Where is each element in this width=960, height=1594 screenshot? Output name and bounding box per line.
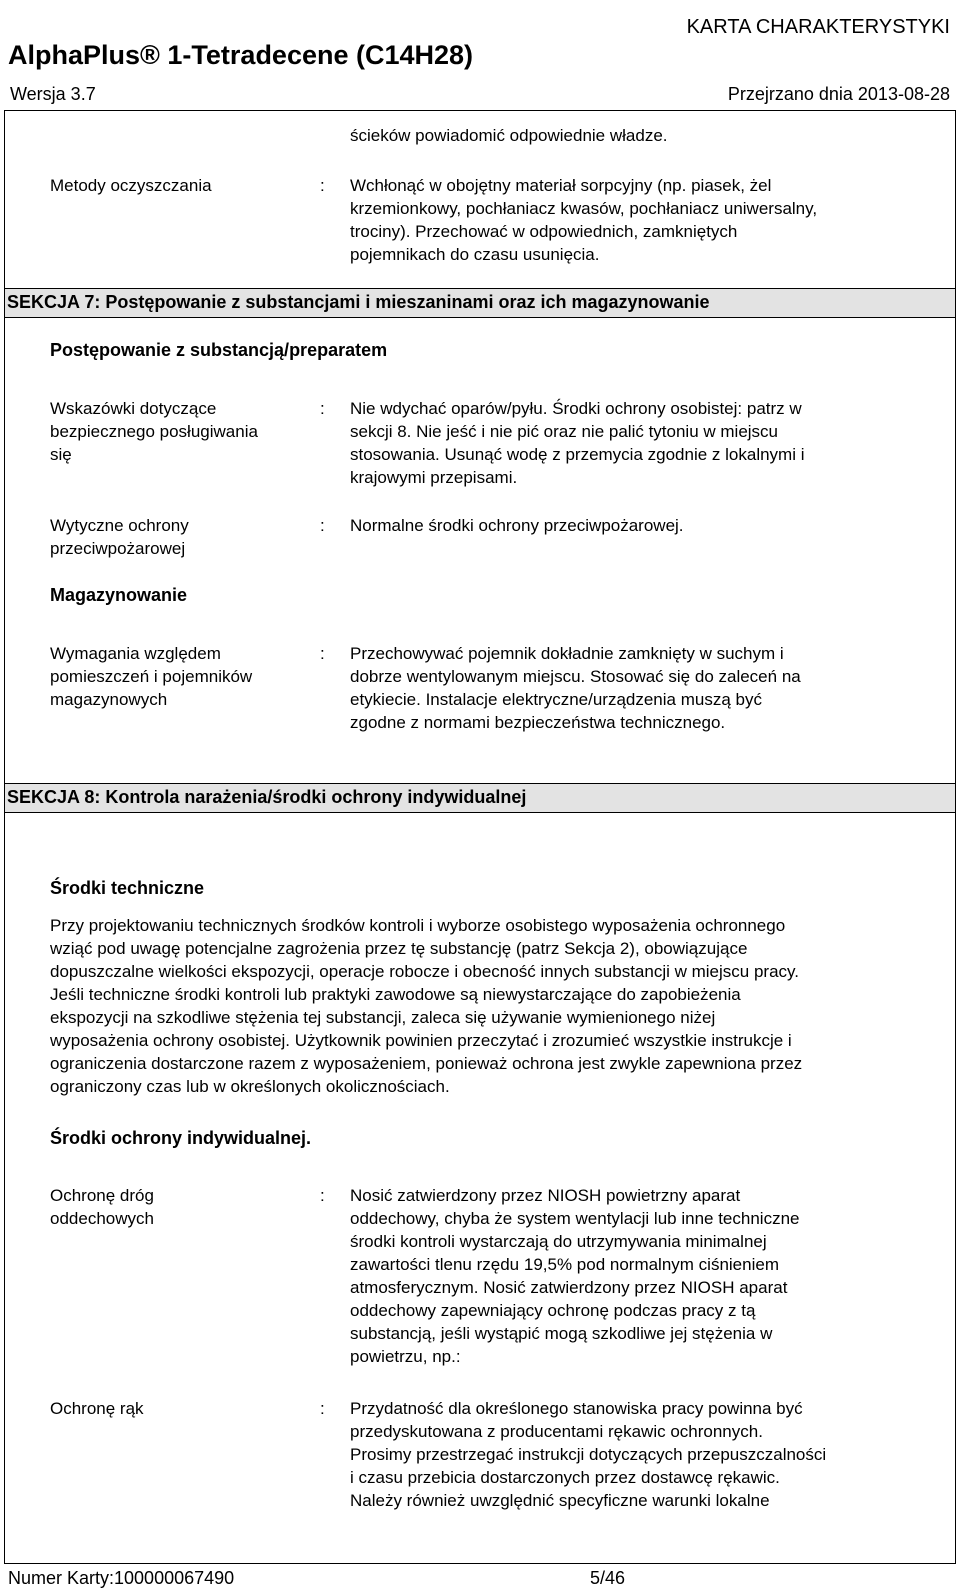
- text-line: sekcji 8. Nie jeść i nie pić oraz nie palić tytoniu w miejscu: [350, 422, 779, 441]
- text-line: krzemionkowy, pochłaniacz kwasów, pochłaniacz uniwersalny,: [350, 199, 818, 218]
- text-line: ograniczony czas lub w określonych okolicznościach.: [50, 1077, 450, 1096]
- fire-protection-label: [50, 514, 189, 560]
- text-line: wziąć pod uwagę potencjalne zagrożenia przez tę substancję (patrz Sekcja 2), obowiązujące: [50, 939, 748, 958]
- text-line: oddechowy, chyba że system wentylacji lub inne techniczne: [350, 1209, 800, 1228]
- section7-title: SEKCJA 7: Postępowanie z substancjami i mieszaninami oraz ich magazynowanie: [7, 292, 710, 312]
- text-line: Przy projektowaniu technicznych środków kontroli i wyborze osobistego wyposażenia ochronnego: [50, 916, 786, 935]
- section7-header: [4, 288, 956, 318]
- text-line: Nosić zatwierdzony przez NIOSH powietrzny aparat: [350, 1186, 741, 1205]
- tech-measures-title: Środki techniczne: [50, 878, 205, 898]
- label-line: oddechowych: [50, 1209, 154, 1228]
- tech-measures-text: [50, 914, 950, 1098]
- text-line: oddechowy zapewniający ochronę podczas pracy z tą: [350, 1301, 756, 1320]
- text-line: krajowymi przepisami.: [350, 468, 518, 487]
- storage-text: [350, 642, 801, 734]
- text-line: Jeśli techniczne środki kontroli lub praktyki zawodowe są niewystarczające do zapobieżenia: [50, 985, 741, 1004]
- label-line: bezpiecznego posługiwania: [50, 422, 258, 441]
- respiratory-text: [350, 1184, 799, 1368]
- label-line: Wskazówki dotyczące: [50, 399, 217, 418]
- footer-page-number: 5/46: [590, 1568, 626, 1588]
- label-line: Wytyczne ochrony: [50, 516, 189, 535]
- section8-header: [4, 783, 956, 813]
- text-line: dopuszczalne wielkości ekspozycji, operacje robocze i obecność innych substancji w miejscu pracy.: [50, 962, 799, 981]
- colon: :: [320, 644, 325, 663]
- section8-title: SEKCJA 8: Kontrola narażenia/środki ochrony indywidualnej: [7, 787, 527, 807]
- label-line: się: [50, 445, 72, 464]
- footer-card-number: Numer Karty:100000067490: [8, 1568, 235, 1588]
- colon: :: [320, 399, 325, 418]
- product-title: AlphaPlus® 1-Tetradecene (C14H28): [8, 40, 474, 70]
- text-line: zawartości tlenu rzędu 19,5% pod normalnym ciśnieniem: [350, 1255, 779, 1274]
- label-line: Wymagania względem: [50, 644, 221, 663]
- text-line: powietrzu, np.:: [350, 1347, 461, 1366]
- label-line: magazynowych: [50, 690, 168, 709]
- text-line: przedyskutowana z producentami rękawic ochronnych.: [350, 1422, 763, 1441]
- text-line: Nie wdychać oparów/pyłu. Środki ochrony osobistej: patrz w: [350, 399, 802, 418]
- text-line: Normalne środki ochrony przeciwpożarowej.: [350, 516, 684, 535]
- text-line: ekspozycji na szkodliwe stężenia tej substancji, zaleca się używanie wymienionego niżej: [50, 1008, 716, 1027]
- text-line: Przechowywać pojemnik dokładnie zamknięty w suchym i: [350, 644, 784, 663]
- text-line: wyposażenia ochrony osobistej. Użytkownik powinien przeczytać i zrozumieć wszystkie instrukcje i: [50, 1031, 792, 1050]
- safe-handling-text: [350, 397, 804, 489]
- cleanup-label: Metody oczyszczania: [50, 176, 212, 195]
- text-line: Wchłonąć w obojętny materiał sorpcyjny (np. piasek, żel: [350, 176, 772, 195]
- label-line: Ochronę dróg: [50, 1186, 154, 1205]
- text-line: atmosferycznym. Nosić zatwierdzony przez NIOSH aparat: [350, 1278, 788, 1297]
- label-line: Ochronę rąk: [50, 1399, 144, 1418]
- continuation-text: ścieków powiadomić odpowiednie władze.: [350, 126, 668, 145]
- text-line: Prosimy przestrzegać instrukcji dotyczących przepuszczalności: [350, 1445, 827, 1464]
- text-line: Przydatność dla określonego stanowiska pracy powinna być: [350, 1399, 803, 1418]
- cleanup-text: [350, 174, 817, 266]
- text-line: Należy również uwzględnić specyficzne warunki lokalne: [350, 1491, 770, 1510]
- fire-protection-text: [350, 514, 684, 537]
- colon: :: [320, 1186, 325, 1205]
- text-line: i czasu przebicia dostarczonych przez dostawcę rękawic.: [350, 1468, 780, 1487]
- text-line: środki kontroli wystarczają do utrzymywania minimalnej: [350, 1232, 767, 1251]
- label-line: pomieszczeń i pojemników: [50, 667, 253, 686]
- version: Wersja 3.7: [10, 84, 96, 104]
- hand-protection-label: [50, 1397, 144, 1420]
- safe-handling-label: [50, 397, 258, 466]
- revision-date: Przejrzano dnia 2013-08-28: [727, 84, 950, 104]
- text-line: zgodne z normami bezpieczeństwa technicznego.: [350, 713, 726, 732]
- text-line: ograniczenia dostarczone razem z wyposażeniem, ponieważ ochrona jest zwykle zapewniona przez: [50, 1054, 803, 1073]
- handling-subtitle: Postępowanie z substancją/preparatem: [50, 340, 388, 360]
- colon: :: [320, 1399, 325, 1418]
- colon: :: [320, 516, 325, 535]
- hand-protection-text: [350, 1397, 826, 1512]
- colon: :: [320, 176, 325, 195]
- text-line: pojemnikach do czasu usunięcia.: [350, 245, 600, 264]
- respiratory-label: [50, 1184, 154, 1230]
- header: [0, 0, 960, 110]
- ppe-title: Środki ochrony indywidualnej.: [50, 1128, 312, 1148]
- text-line: dobrze wentylowanym miejscu. Stosować się do zaleceń na: [350, 667, 801, 686]
- text-line: substancją, jeśli wystąpić mogą szkodliwe jej stężenia w: [350, 1324, 773, 1343]
- doc-type: KARTA CHARAKTERYSTYKI: [686, 16, 950, 38]
- storage-subtitle: Magazynowanie: [50, 585, 188, 605]
- text-line: trociny). Przechować w odpowiednich, zamkniętych: [350, 222, 738, 241]
- storage-label: [50, 642, 252, 711]
- label-line: przeciwpożarowej: [50, 539, 186, 558]
- text-line: stosowania. Usunąć wodę z przemycia zgodnie z lokalnymi i: [350, 445, 805, 464]
- text-line: etykiecie. Instalacje elektryczne/urządzenia muszą być: [350, 690, 762, 709]
